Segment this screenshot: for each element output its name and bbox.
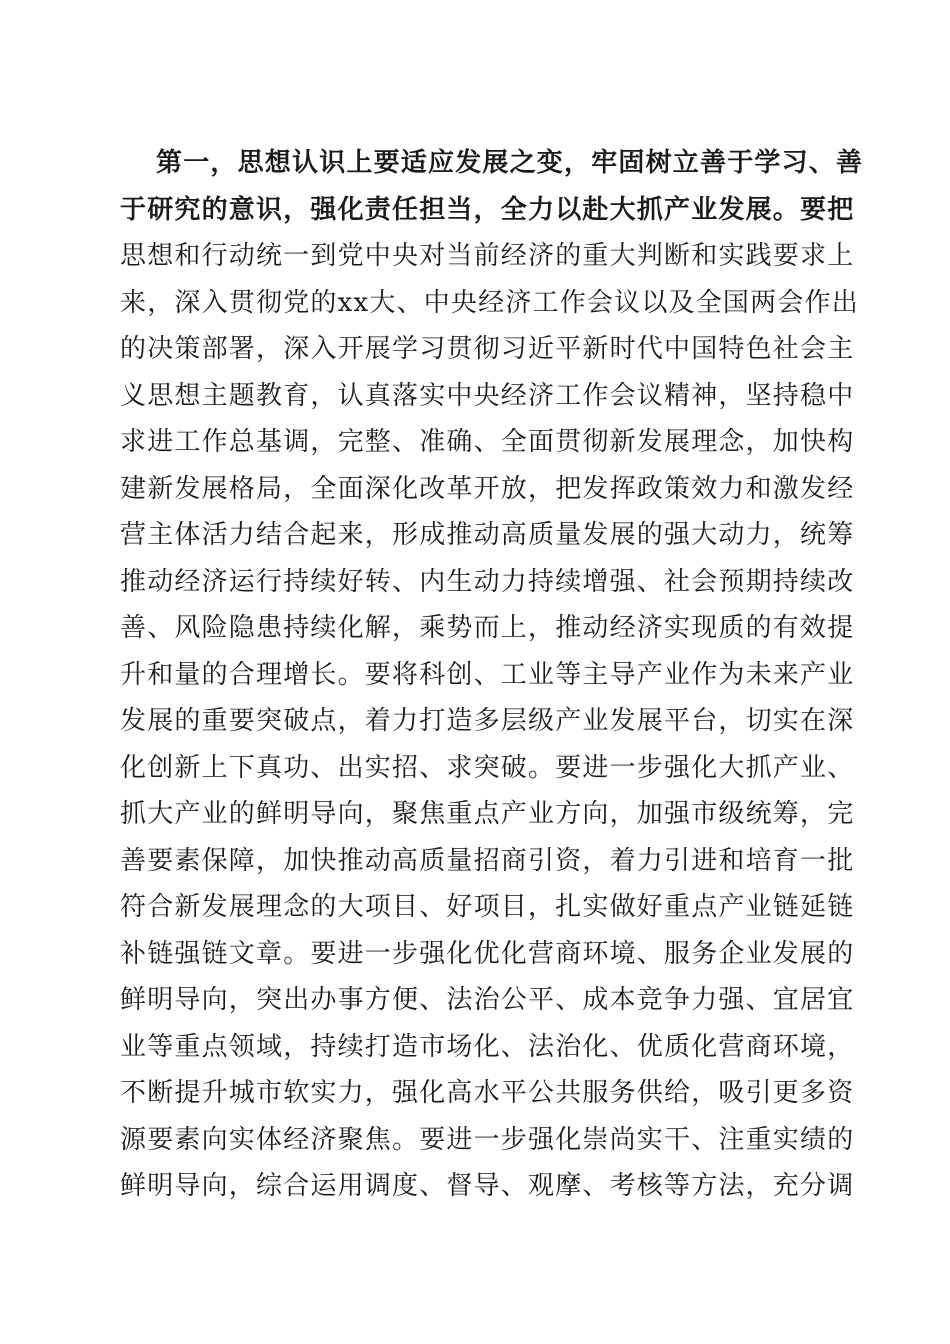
paragraph-line: 来，深入贯彻党的xx大、中央经济工作会议以及全国两会作出 xyxy=(120,287,859,318)
paragraph-line: 鲜明导向，突出办事方便、法治公平、成本竞争力强、宜居宜 xyxy=(120,985,855,1015)
paragraph-line: 升和量的合理增长。要将科创、工业等主导产业作为未来产业 xyxy=(120,659,855,690)
paragraph-line: 营主体活力结合起来，形成推动高质量发展的强大动力，统筹 xyxy=(120,520,855,550)
paragraph-line: 的决策部署，深入开展学习贯彻习近平新时代中国特色社会主 xyxy=(120,334,855,364)
paragraph-line: 于研究的意识，强化责任担当，全力以赴大抓产业发展。要把 xyxy=(120,194,855,225)
paragraph-line: 第一，思想认识上要适应发展之变，牢固树立善于学习、善 xyxy=(156,148,864,178)
paragraph-line: 不断提升城市软实力，强化高水平公共服务供给，吸引更多资 xyxy=(120,1078,855,1108)
body-paragraph xyxy=(120,140,864,1210)
paragraph-line: 发展的重要突破点，着力打造多层级产业发展平台，切实在深 xyxy=(120,706,855,736)
paragraph-line: 补链强链文章。要进一步强化优化营商环境、服务企业发展的 xyxy=(120,938,855,969)
paragraph-line: 业等重点领域，持续打造市场化、法治化、优质化营商环境， xyxy=(120,1031,855,1062)
paragraph-line: 符合新发展理念的大项目、好项目，扎实做好重点产业链延链 xyxy=(120,892,855,922)
paragraph-line: 化创新上下真功、出实招、求突破。要进一步强化大抓产业、 xyxy=(120,752,855,783)
paragraph-line: 建新发展格局，全面深化改革开放，把发挥政策效力和激发经 xyxy=(120,473,855,504)
paragraph-line: 善、风险隐患持续化解，乘势而上，推动经济实现质的有效提 xyxy=(120,613,855,643)
paragraph-line: 鲜明导向，综合运用调度、督导、观摩、考核等方法，充分调 xyxy=(120,1171,855,1201)
paragraph-line: 义思想主题教育，认真落实中央经济工作会议精神，坚持稳中 xyxy=(120,380,855,411)
paragraph-line: 抓大产业的鲜明导向，聚焦重点产业方向，加强市级统筹，完 xyxy=(120,799,855,829)
paragraph-line: 思想和行动统一到党中央对当前经济的重大判断和实践要求上 xyxy=(120,241,855,271)
paragraph-line: 推动经济运行持续好转、内生动力持续增强、社会预期持续改 xyxy=(120,566,855,597)
paragraph-line: 善要素保障，加快推动高质量招商引资，着力引进和培育一批 xyxy=(120,845,855,876)
paragraph-line: 源要素向实体经济聚焦。要进一步强化崇尚实干、注重实绩的 xyxy=(120,1124,855,1155)
paragraph-line: 求进工作总基调，完整、准确、全面贯彻新发展理念，加快构 xyxy=(120,427,855,457)
